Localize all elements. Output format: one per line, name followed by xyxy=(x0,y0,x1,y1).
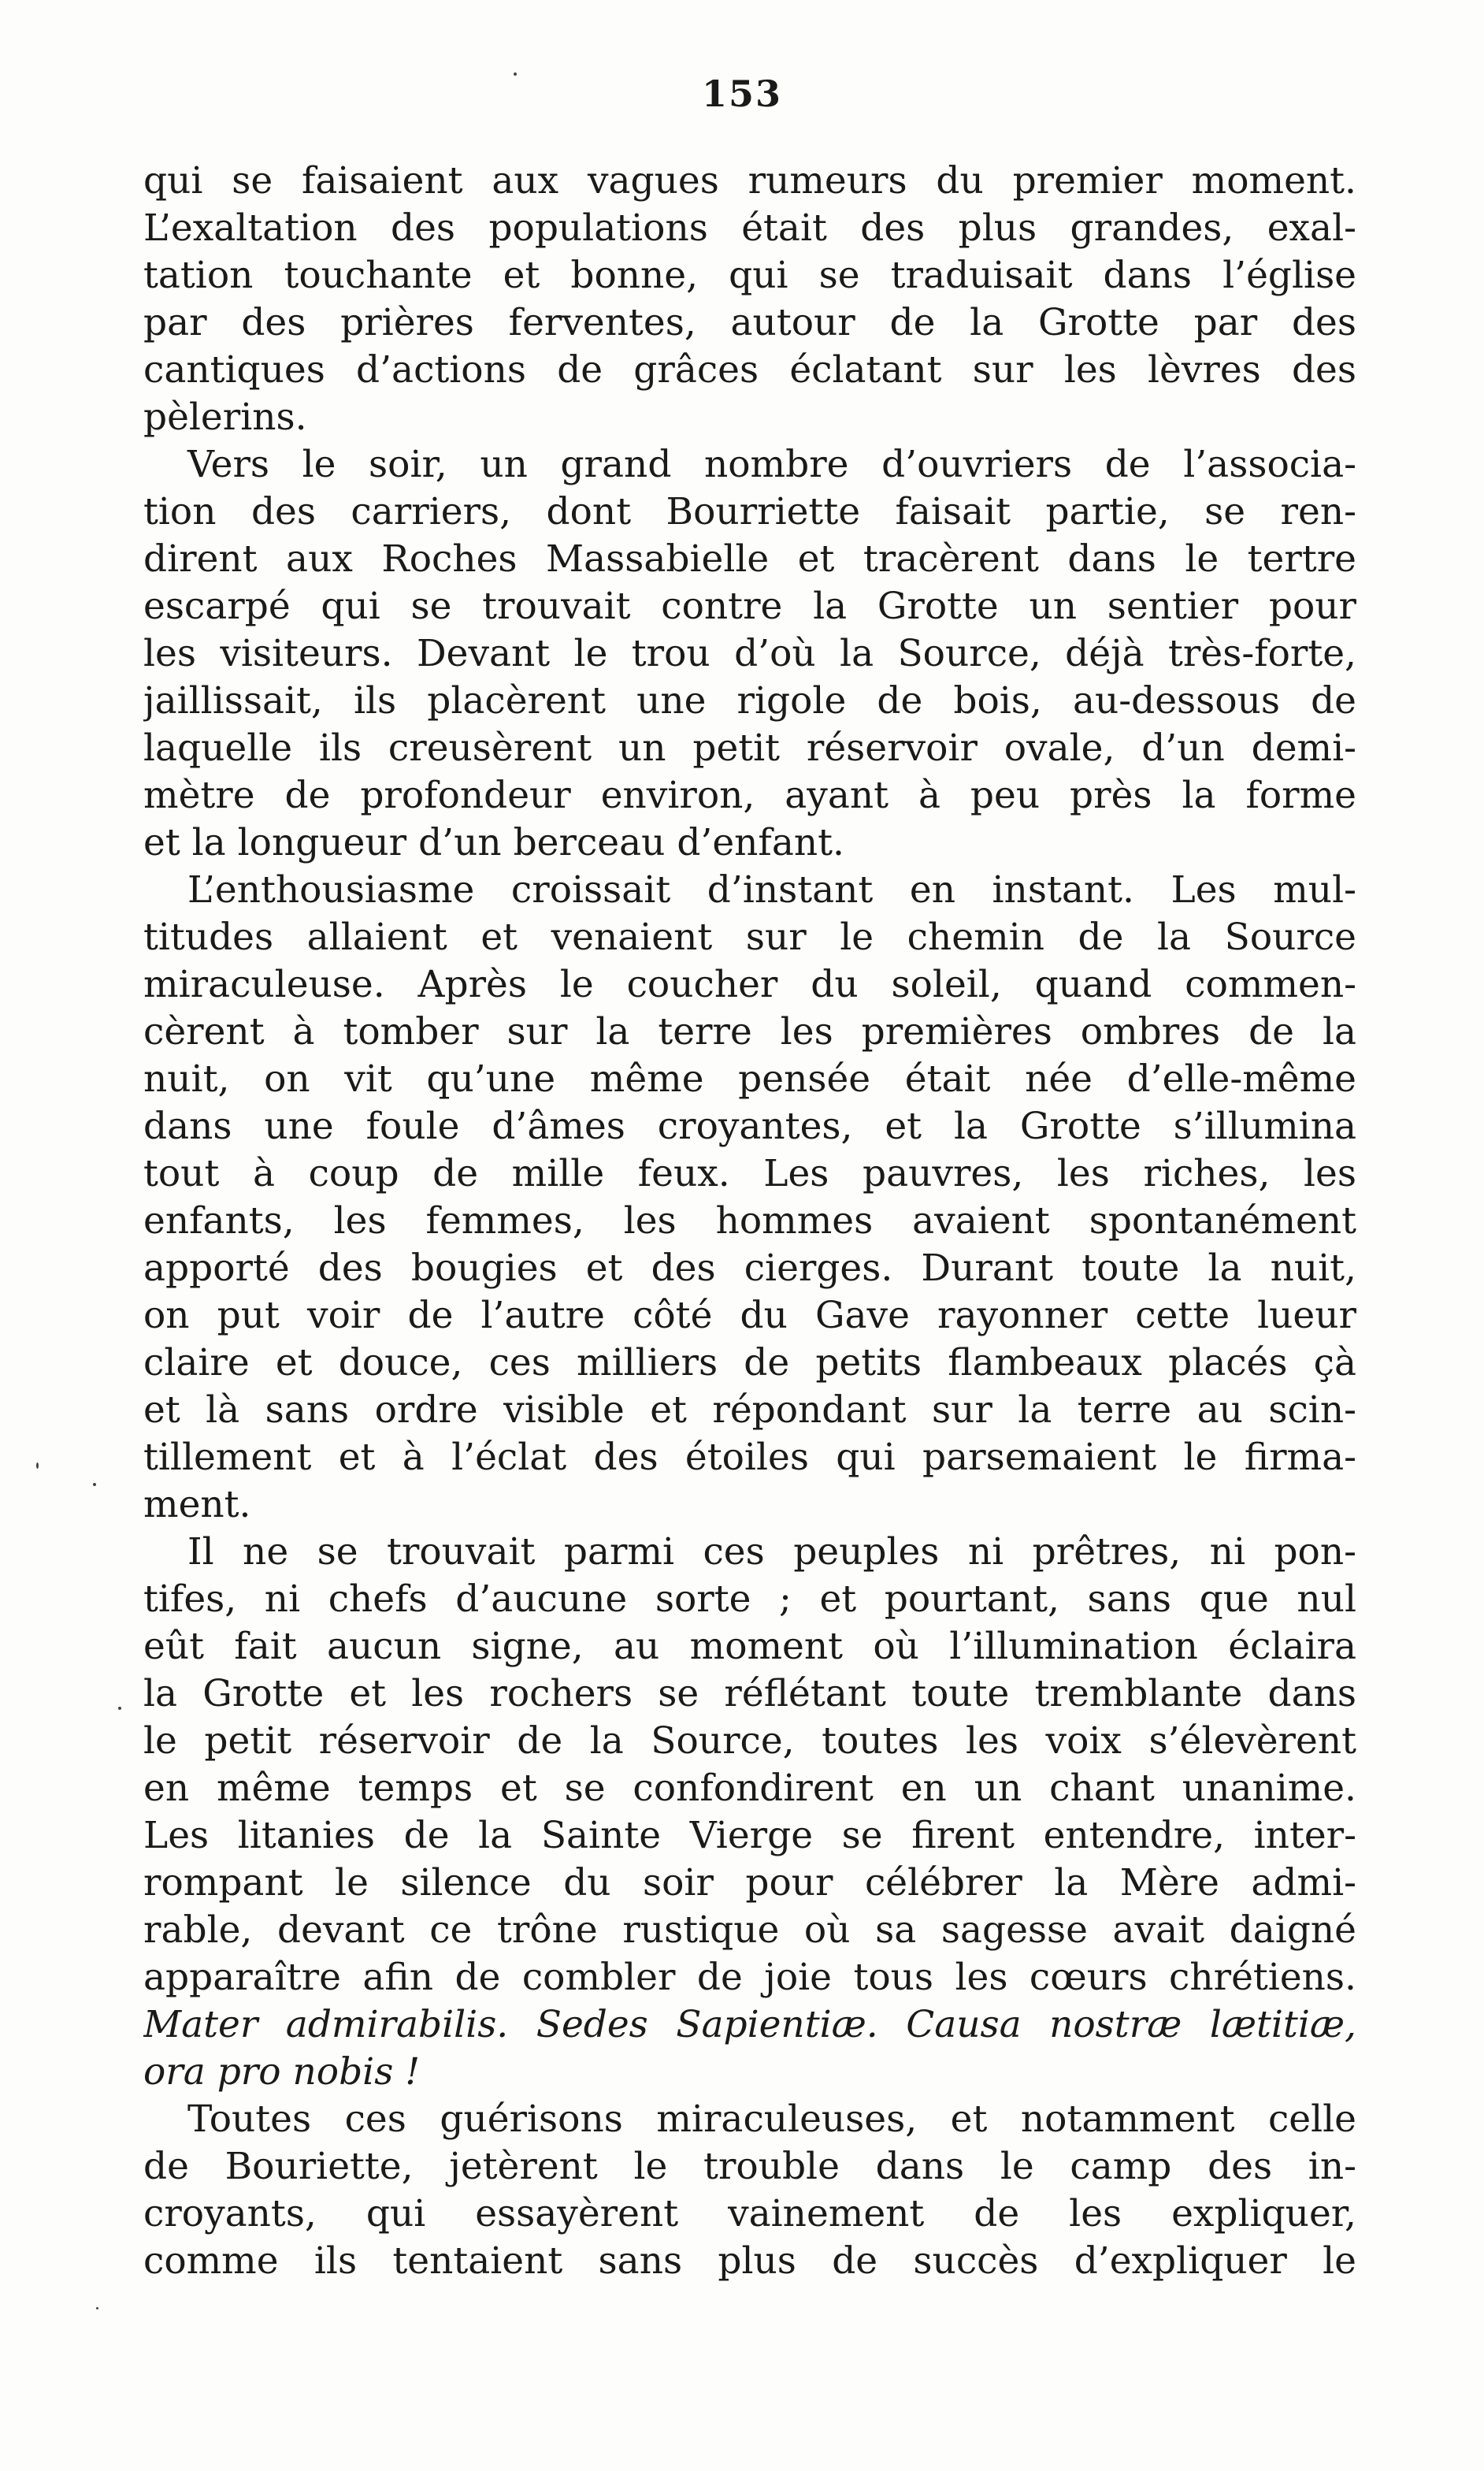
text-line: mètre de profondeur environ, ayant à peu près la forme xyxy=(143,774,1356,817)
text-line: tillement et à l’éclat des étoiles qui parsemaient le firma- xyxy=(143,1436,1356,1479)
text-line: tion des carriers, dont Bourriette faisait partie, se ren- xyxy=(143,490,1356,533)
text-line: Vers le soir, un grand nombre d’ouvriers de l’associa- xyxy=(187,443,1356,486)
text-line: rompant le silence du soir pour célébrer la Mère admi- xyxy=(143,1861,1356,1904)
print-speck xyxy=(93,1483,96,1486)
text-line: comme ils tentaient sans plus de succès d’expliquer le xyxy=(143,2239,1356,2283)
text-line: et la longueur d’un berceau d’enfant. xyxy=(143,821,844,864)
text-line: ora pro nobis ! xyxy=(143,2050,421,2094)
text-line: dans une foule d’âmes croyantes, et la Grotte s’illumina xyxy=(143,1105,1356,1148)
text-line: dirent aux Roches Massabielle et tracèrent dans le tertre xyxy=(143,537,1356,581)
text-line: eût fait aucun signe, au moment où l’illumination éclaira xyxy=(143,1625,1356,1668)
text-line: nuit, on vit qu’une même pensée était née d’elle-même xyxy=(143,1057,1356,1101)
text-line: on put voir de l’autre côté du Gave rayonner cette lueur xyxy=(143,1294,1356,1337)
text-line: enfants, les femmes, les hommes avaient spontanément xyxy=(143,1199,1356,1243)
text-line: claire et douce, ces milliers de petits flambeaux placés çà xyxy=(143,1341,1356,1384)
text-line: jaillissait, ils placèrent une rigole de bois, au-dessous de xyxy=(143,679,1356,723)
text-line: la Grotte et les rochers se réflétant toute tremblante dans xyxy=(143,1672,1356,1715)
text-line: Toutes ces guérisons miraculeuses, et notamment celle xyxy=(187,2098,1356,2141)
text-line: le petit réservoir de la Source, toutes les voix s’élevèrent xyxy=(143,1719,1356,1763)
text-line: en même temps et se confondirent en un chant unanime. xyxy=(143,1767,1356,1810)
text-line: laquelle ils creusèrent un petit réservoir ovale, d’un demi- xyxy=(143,726,1356,770)
text-line: les visiteurs. Devant le trou d’où la Source, déjà très-forte, xyxy=(143,632,1356,675)
body-text xyxy=(143,158,1356,2285)
text-line: tifes, ni chefs d’aucune sorte ; et pourtant, sans que nul xyxy=(143,1577,1356,1621)
text-line: titudes allaient et venaient sur le chemin de la Source xyxy=(143,916,1356,959)
print-speck xyxy=(36,1462,39,1469)
text-line: par des prières ferventes, autour de la Grotte par des xyxy=(143,301,1356,344)
text-line: miraculeuse. Après le coucher du soleil, quand commen- xyxy=(143,963,1356,1006)
text-line: L’exaltation des populations était des plus grandes, exal- xyxy=(143,206,1356,250)
text-line: tation touchante et bonne, qui se traduisait dans l’église xyxy=(143,254,1356,297)
text-line: cantiques d’actions de grâces éclatant sur les lèvres des xyxy=(143,348,1356,392)
text-line: Il ne se trouvait parmi ces peuples ni prêtres, ni pon- xyxy=(187,1530,1356,1574)
text-line: de Bouriette, jetèrent le trouble dans le camp des in- xyxy=(143,2145,1356,2188)
text-line: cèrent à tomber sur la terre les premières ombres de la xyxy=(143,1010,1356,1053)
text-line: pèlerins. xyxy=(143,396,307,439)
text-line: Mater admirabilis. Sedes Sapientiæ. Causa nostræ lætitiæ, xyxy=(143,2003,1356,2046)
text-line: croyants, qui essayèrent vainement de les expliquer, xyxy=(143,2192,1356,2235)
text-line: tout à coup de mille feux. Les pauvres, les riches, les xyxy=(143,1152,1356,1195)
text-line: rable, devant ce trône rustique où sa sagesse avait daigné xyxy=(143,1908,1356,1952)
print-speck xyxy=(514,72,517,76)
print-speck xyxy=(118,1707,121,1710)
text-line: ment. xyxy=(143,1483,251,1526)
text-line: apparaître afin de combler de joie tous les cœurs chrétiens. xyxy=(143,1956,1356,1999)
text-line: L’enthousiasme croissait d’instant en instant. Les mul- xyxy=(187,868,1356,912)
text-line: qui se faisaient aux vagues rumeurs du premier moment. xyxy=(143,159,1356,203)
text-line: escarpé qui se trouvait contre la Grotte un sentier pour xyxy=(143,585,1356,628)
print-speck xyxy=(96,2307,98,2309)
page-number: 153 xyxy=(701,72,783,115)
text-line: et là sans ordre visible et répondant sur la terre au scin- xyxy=(143,1388,1356,1432)
text-line: Les litanies de la Sainte Vierge se firent entendre, inter- xyxy=(143,1814,1356,1857)
text-line: apporté des bougies et des cierges. Durant toute la nuit, xyxy=(143,1247,1356,1290)
